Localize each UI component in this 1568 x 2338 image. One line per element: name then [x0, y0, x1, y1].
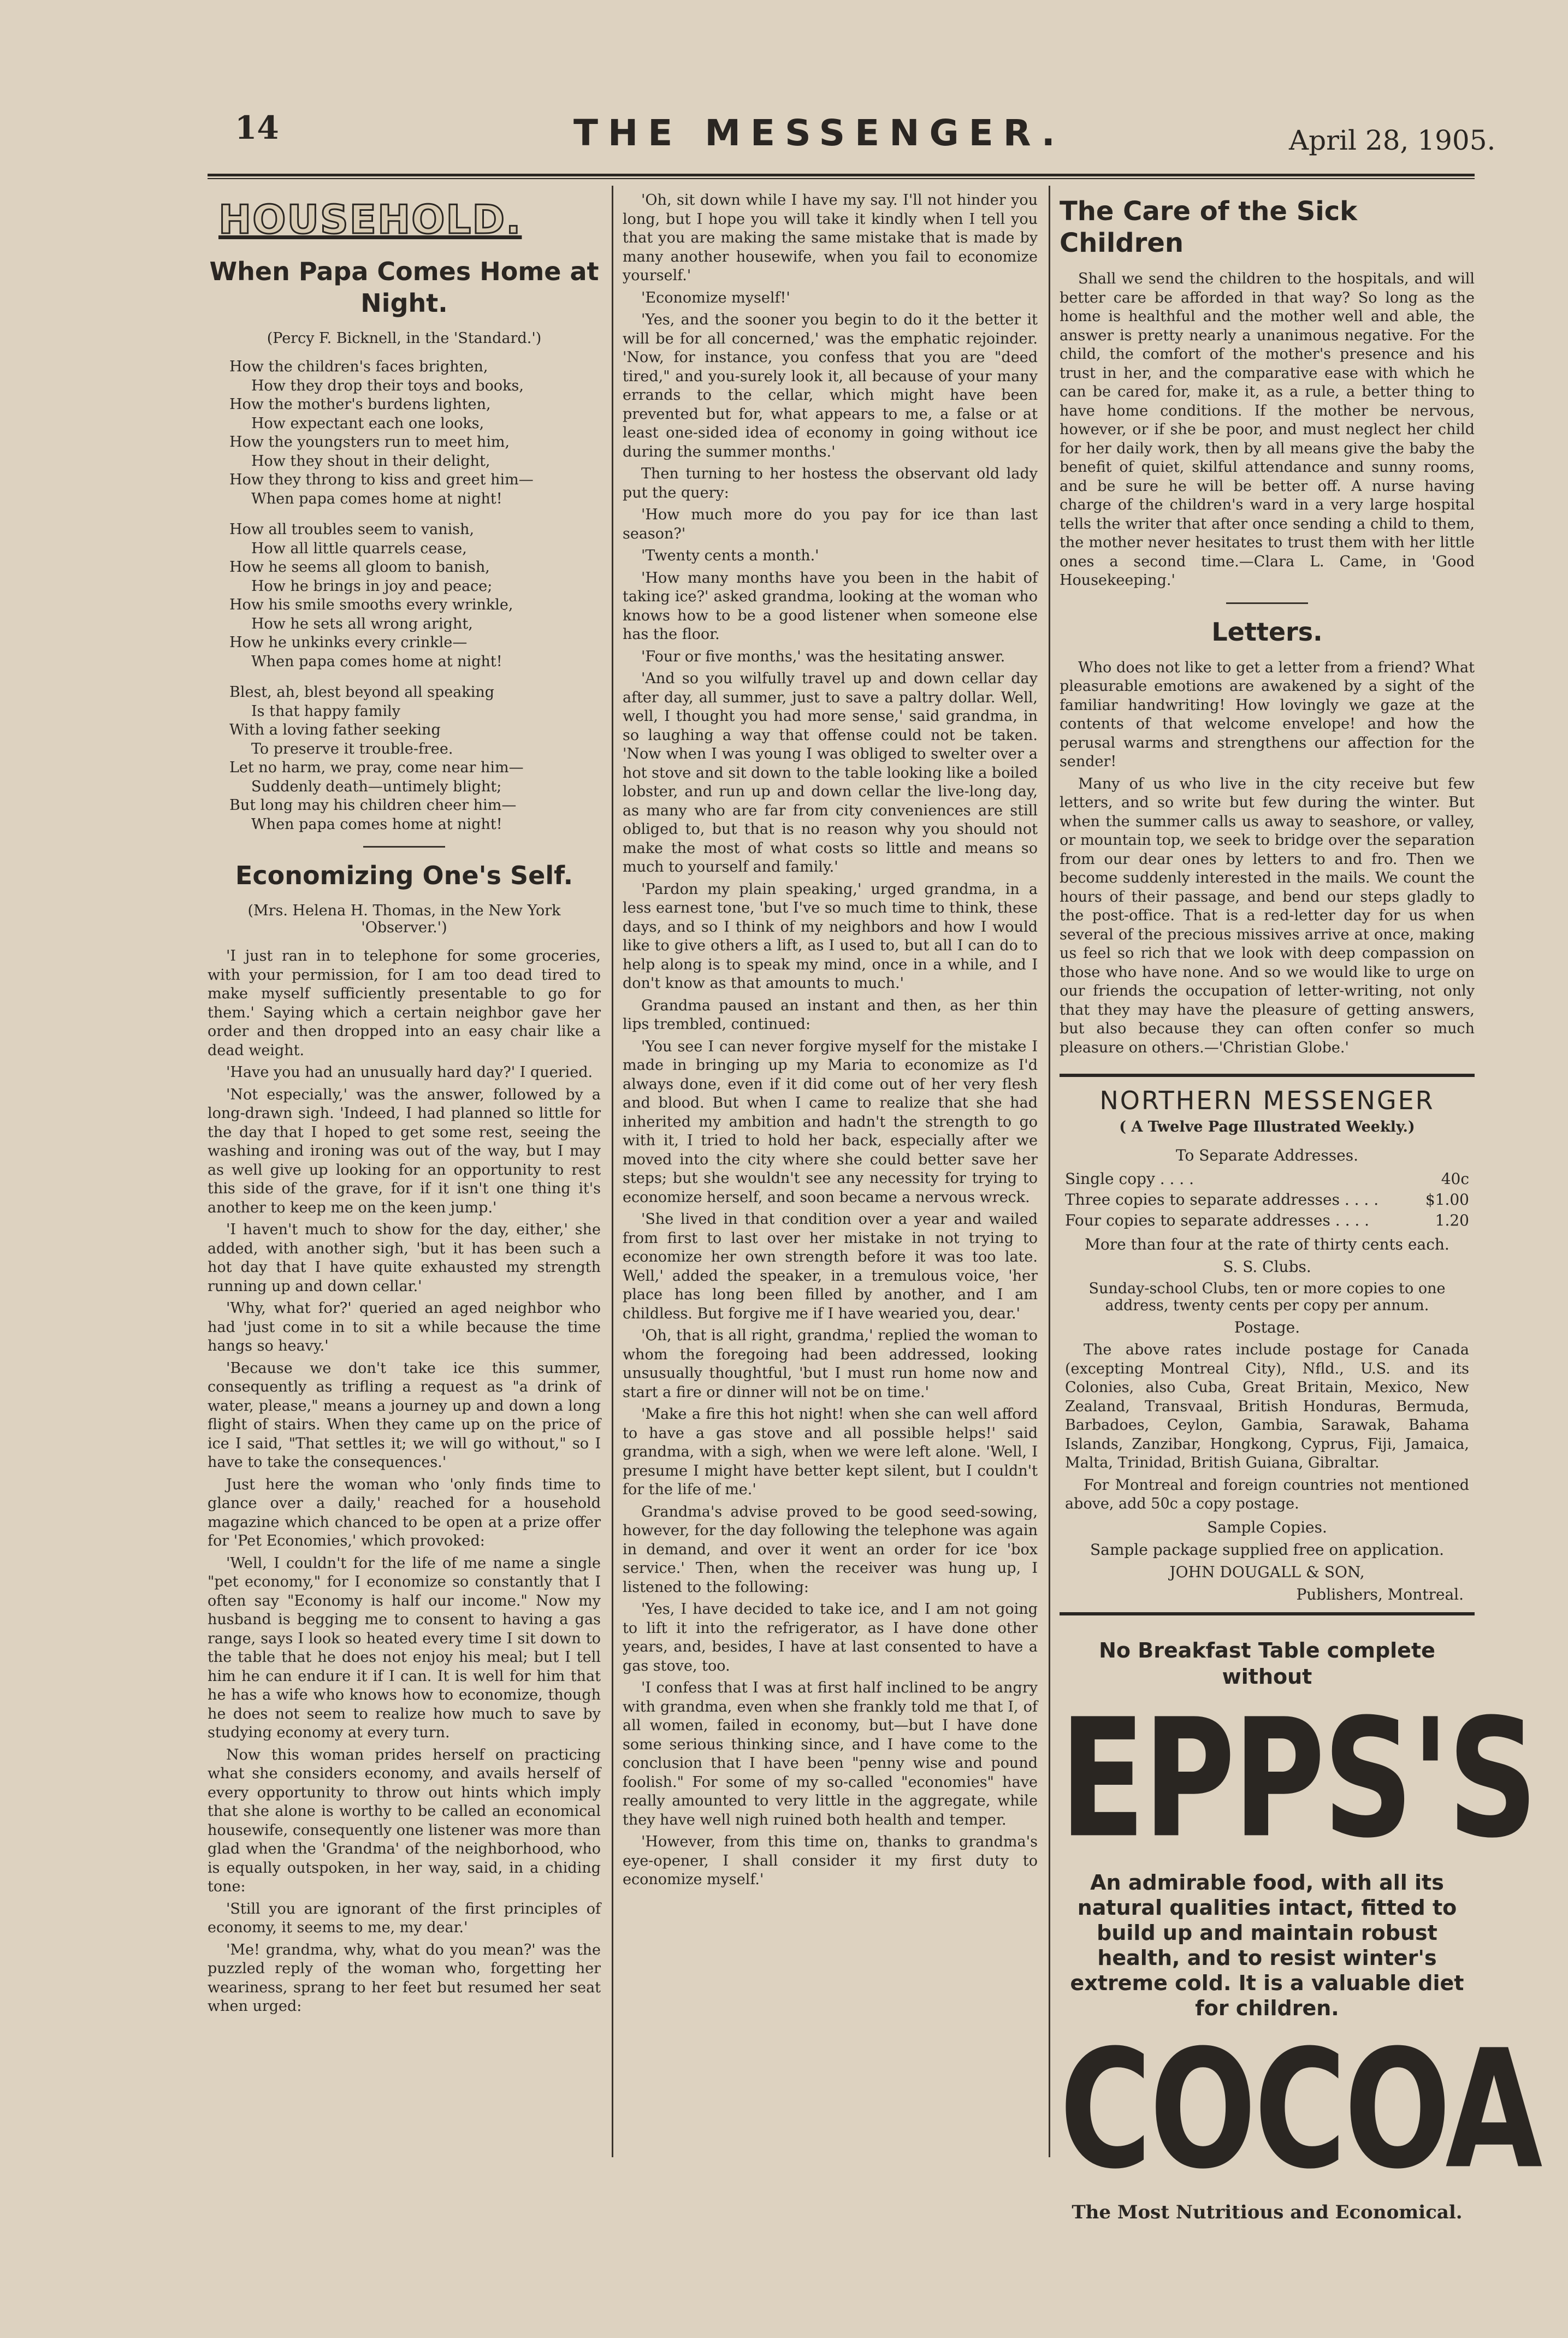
- masthead-rule: [208, 174, 1475, 179]
- poem-line: How they drop their toys and books,: [251, 377, 524, 394]
- paragraph: 'Yes, and the sooner you begin to do it the better it will be for all concerned,' was the emphatic rejoinder. 'Now, for instance, you confess that you are "deed tired," and you-surely look it, all because of your many errands to the cellar, which might have been prevented but for, what appears to me, a false or at least one-sided idea of economy in going without ice during the summer months.': [623, 311, 1038, 460]
- paragraph: 'How much more do you pay for ice than last season?': [623, 506, 1038, 542]
- article-body-col2: [623, 191, 1038, 1890]
- paragraph: Who does not like to get a letter from a friend? What pleasurable emotions are awakened by a sight of the familiar handwriting! How lovingly we gaze at the contents of that welcome envelope! and how the perusal warms and strengthens our affection for the sender!: [1060, 659, 1475, 770]
- rate-label: Three copies to separate addresses . . . .: [1065, 1191, 1379, 1209]
- poem-line: Blest, ah, blest beyond all speaking: [229, 684, 495, 701]
- northern-messenger-ad: [1060, 1074, 1475, 1615]
- paragraph: 'How many months have you been in the habit of taking ice?' asked grandma, looking at the woman who knows how to be a good listener when someone else has the floor.: [623, 569, 1038, 643]
- paragraph: Just here the woman who 'only finds time to glance over a daily,' reached for a household magazine which chanced to be open at a prize offer for 'Pet Economies,' which provoked:: [208, 1476, 601, 1549]
- poem: [208, 358, 601, 834]
- poem-line: When papa comes home at night!: [251, 490, 502, 507]
- epps-body: An admirable food, with all its natural qualities intact, fitted to build up and maintain robust health, and to resist winter's extreme cold. It is a valuable diet for children.: [1070, 1870, 1464, 2020]
- paragraph: Grandma paused an instant and then, as her thin lips trembled, continued:: [623, 997, 1038, 1033]
- poem-line: How his smile smooths every wrinkle,: [229, 596, 513, 613]
- poem-line: Suddenly death—untimely blight;: [251, 778, 502, 795]
- poem-line: How he brings in joy and peace;: [251, 577, 493, 595]
- article-body-col1: [208, 947, 601, 2016]
- household-header: HOUSEHOLD.: [218, 197, 522, 242]
- poem-line: But long may his children cheer him—: [229, 797, 517, 814]
- nm-sample-heading: Sample Copies.: [1207, 1518, 1327, 1536]
- column-rule: [1049, 186, 1050, 2157]
- nm-postage-text: The above rates include postage for Canada (excepting Montreal City), Nfld., U.S. and its Colonies, also Cuba, Great Britain, Mexico, New Zealand, Transvaal, British Honduras, Bermuda, Barbadoes, Ceylon, Gambia, Sarawak, Bahama Islands, Zanzibar, Hongkong, Cyprus, Fiji, Jamaica, Malta, Trinidad, British Guiana, Gibraltar.: [1065, 1341, 1469, 1471]
- sick-children-title: The Care of the Sick Children: [1060, 196, 1358, 258]
- paragraph: 'Make a fire this hot night! when she can well afford to have a gas stove and all possible helps!' said grandma, with a sigh, when we were left alone. 'Well, I presume I might have better kept silent, but I couldn't for the life of me.': [623, 1406, 1038, 1498]
- sick-children-text: Shall we send the children to the hospitals, and will better care be afforded in that way? So long as the home is healthful and the mother well and able, the answer is pretty nearly a unanimous negative. For the child, the comfort of the mother's presence and his trust in her, and the comparative ease with which he can be cared for, make it, as a rule, a better thing to have home conditions. If the mother be nervous, however, or if she be poor, and must neglect her child for her daily work, then by all means give the baby the benefit of quiet, skilful attendance and sunny rooms, and be sure he will be better off. A nurse having charge of the children's ward in a very large hospital tells the writer that after once sending a child to them, the mother never hesitates to trust them with her little ones a second time.—Clara L. Came, in 'Good Housekeeping.': [1060, 270, 1475, 589]
- page-number: 14: [235, 109, 279, 146]
- poem-line: How he seems all gloom to banish,: [229, 559, 490, 576]
- nm-sample-text: Sample package supplied free on application.: [1090, 1540, 1445, 1559]
- paragraph: Now this woman prides herself on practicing what she considers economy, and avails herself of every opportunity to throw out hints which imply that she alone is worthy to be called an economical housewife, consequently one listener was more than glad when the 'Grandma' of the neighborhood, who is equally outspoken, in her way, said, in a chiding tone:: [208, 1746, 601, 1895]
- paragraph: 'Oh, sit down while I have my say. I'll not hinder you long, but I hope you will take it kindly when I tell you that you are making the same mistake that is made by many another housewife, when you fail to economize yourself.': [623, 192, 1038, 284]
- divider: [363, 846, 445, 848]
- paragraph: 'Me! grandma, why, what do you mean?' was the puzzled reply of the woman who, forgetting her weariness, sprang to her feet but resumed her seat when urged:: [208, 1941, 601, 2015]
- paragraph: 'However, from this time on, thanks to grandma's eye-opener, I shall consider it my first duty to economize myself.': [623, 1833, 1038, 1888]
- paragraph: 'Why, what for?' queried an aged neighbor who had 'just come in to sit a while because the time hangs so heavy.': [208, 1300, 601, 1354]
- epps-top: No Breakfast Table complete without: [1099, 1638, 1435, 1689]
- paragraph: 'Oh, that is all right, grandma,' replied the woman to whom the foregoing had been addressed, looking unsusually thoughtful, 'but I must run home now and start a fire or dinner will not be on time.': [623, 1327, 1038, 1401]
- poem-line: How all troubles seem to vanish,: [229, 521, 475, 538]
- rate-row: [1065, 1210, 1469, 1231]
- paragraph: Grandma's advise proved to be good seed-sowing, however, for the day following the telephone was again in demand, and over it went an order for ice 'box service.' Then, when the receiver was hung up, I listened to the following:: [623, 1503, 1038, 1596]
- column-rule: [612, 186, 613, 2157]
- paragraph: 'Because we don't take ice this summer, consequently as trifling a request as "a drink of water, please," means a journey up and down a long flight of stairs. When they came up on the price of ice I said, "That settles it; we will go without," so I have to take the consequences.': [208, 1359, 601, 1471]
- nm-publisher: JOHN DOUGALL & SON,: [1169, 1562, 1365, 1581]
- poem-title: When Papa Comes Home at Night.: [209, 257, 599, 318]
- poem-line: When papa comes home at night!: [251, 815, 502, 833]
- poem-line: How expectant each one looks,: [251, 415, 484, 432]
- poem-line: How the youngsters run to meet him,: [229, 434, 510, 451]
- paragraph: 'I haven't much to show for the day, either,' she added, with another sigh, 'but it has been such a hot day that I have quite exhausted my strength running up and down cellar.': [208, 1221, 601, 1295]
- nm-clubs-heading: S. S. Clubs.: [1223, 1258, 1311, 1276]
- paragraph: 'Pardon my plain speaking,' urged grandma, in a less earnest tone, 'but I've so much time to think, these days, and so I think of my neighbors and how I would like to give others a lift, as I used to, but all I can do to help along is to speak my mind, once in a while, and I don't know as that amounts to much.': [623, 880, 1038, 992]
- poem-line: How all little quarrels cease,: [251, 540, 467, 557]
- nm-subtitle: ( A Twelve Page Illustrated Weekly.): [1119, 1118, 1415, 1135]
- nm-separate-heading: To Separate Addresses.: [1175, 1146, 1359, 1164]
- divider: [1226, 602, 1308, 604]
- paragraph: 'I just ran in to telephone for some groceries, with your permission, for I am too dead tired to make myself sufficiently presentable to go for them.' Saying which a certain neighbor gave her order and then dropped into an easy chair like a dead weight.: [208, 948, 601, 1059]
- rate-row: [1065, 1169, 1469, 1189]
- paragraph: 'And so you wilfully travel up and down cellar day after day, all summer, just to save a paltry dollar. Well, well, I thought you had more sense,' said grandma, in so laughing a way that offense could not be taken. 'Now when I was young I was obliged to swelter over a hot stove and sit down to the table looking like a boiled lobster, and run up and down cellar the live-long day, as many who are far from city conveniences are still obliged to, but that is no reason why you should not make the most of what costs so little and means so much to yourself and family.': [623, 670, 1038, 875]
- nm-publisher-place: Publishers, Montreal.: [1296, 1585, 1464, 1603]
- epps-tagline: The Most Nutritious and Economical.: [1072, 2201, 1463, 2223]
- poem-line: How they throng to kiss and greet him—: [229, 471, 534, 488]
- rate-label: Four copies to separate addresses . . . .: [1065, 1211, 1370, 1229]
- epps-brand: EPPS'S: [1060, 1684, 1536, 1874]
- poem-line: How he sets all wrong aright,: [251, 615, 473, 632]
- poem-line: How he unkinks every crinkle—: [229, 634, 468, 651]
- paragraph: Many of us who live in the city receive but few letters, and so write but few during the winter. But when the summer calls us away to seashore, or valley, or mountain top, we seek to bridge over the separation from our dear ones by letters to and fro. Then we become suddenly interested in the mails. We count the hours of their passage, and bend our steps gladly to the post-office. That is a red-letter day for us when several of the precious missives arrive at once, making us feel so rich that we look with deep compassion on those who have none. And so we would like to urge on our friends the occupation of letter-writing, not only that they may have the pleasure of getting answers, but also because they can often confer so much pleasure on others.—'Christian Globe.': [1060, 775, 1475, 1056]
- poem-line: To preserve it trouble-free.: [251, 740, 453, 757]
- paragraph: Then turning to her hostess the observant old lady put the query:: [623, 465, 1038, 501]
- column-3: [1060, 191, 1541, 2223]
- column-2: [623, 191, 1038, 2157]
- nm-rates: [1065, 1169, 1469, 1231]
- epps-ad: [1060, 1637, 1541, 2224]
- rate-price: 1.20: [1435, 1211, 1469, 1229]
- nm-postage-heading: Postage.: [1234, 1318, 1300, 1336]
- paragraph: 'Well, I couldn't for the life of me name a single "pet economy," for I economize so constantly that I often say "Economy is half our income." Now my husband is begging me to consent to having a gas range, says I look so heated every time I sit down to the table that he does not enjoy his meal; but I tell him he can endure it if I can. It is well for him that he has a wife who knows how to economize, though he does not seem to realize how much to save by studying economy at every turn.: [208, 1554, 601, 1741]
- letters-title: Letters.: [1211, 617, 1323, 647]
- paragraph: 'Yes, I have decided to take ice, and I am not going to lift it into the refrigerator, as I have done other years, and, besides, I have at last consented to have a gas stove, too.: [623, 1601, 1038, 1674]
- article-byline: (Mrs. Helena H. Thomas, in the New York 'Observer.'): [247, 902, 561, 936]
- column-1: [208, 191, 601, 2157]
- paragraph: 'I confess that I was at first half inclined to be angry with grandma, even when she frankly told me that I, of all women, failed in economy, but—but I have done some serious thinking since, and I have come to the conclusion that I have been "penny wise and pound foolish." For some of my so-called "economies" have really amounted to very little in the aggregate, while they have well nigh ruined both health and temper.: [623, 1679, 1038, 1828]
- newspaper-title: THE MESSENGER.: [573, 112, 1065, 154]
- paragraph: 'Not especially,' was the answer, followed by a long-drawn sigh. 'Indeed, I had planned so little for the day that I hoped to get some rest, seeing the washing and ironing was out of the way, but I may as well give up looking for an opportunity to rest this side of the grave, for if it isn't one thing it's another to keep me on the keen jump.': [208, 1086, 601, 1216]
- letters-body: [1060, 659, 1475, 1058]
- article-title: Economizing One's Self.: [235, 861, 573, 890]
- issue-date: April 28, 1905.: [1289, 125, 1496, 156]
- epps-product: COCOA: [1060, 2015, 1541, 2205]
- poem-line: How they shout in their delight,: [251, 452, 490, 470]
- paragraph: 'Twenty cents a month.': [641, 547, 819, 564]
- paragraph: 'Economize myself!': [641, 289, 790, 306]
- paragraph: 'Four or five months,' was the hesitating answer.: [641, 648, 1005, 665]
- rate-price: 40c: [1441, 1170, 1469, 1188]
- paragraph: 'She lived in that condition over a year and wailed from first to last over her mistake in not trying to economize her own strength before it was too late. Well,' added the speaker, in a tremulous voice, 'her place has long been filled by another, and I am childless. But forgive me if I have wearied you, dear.': [623, 1211, 1038, 1322]
- nm-more-than-four: More than four at the rate of thirty cents each.: [1085, 1235, 1449, 1253]
- poem-line: How the mother's burdens lighten,: [229, 396, 491, 413]
- rate-row: [1065, 1189, 1469, 1210]
- poem-byline: (Percy F. Bicknell, in the 'Standard.'): [267, 330, 542, 347]
- poem-line: Let no harm, we pray, come near him—: [229, 759, 524, 776]
- poem-stanza: [229, 358, 601, 508]
- rate-price: $1.00: [1425, 1191, 1469, 1209]
- nm-title: NORTHERN MESSENGER: [1099, 1086, 1435, 1115]
- poem-line: Is that happy family: [251, 702, 400, 720]
- poem-stanza: [229, 520, 601, 671]
- nm-clubs-text: Sunday-school Clubs, ten or more copies to one address, twenty cents per copy per annum.: [1088, 1280, 1446, 1314]
- paragraph: 'You see I can never forgive myself for the mistake I made in bringing up my Maria to economize as I'd always done, even if it did come out of her very flesh and blood. But when I came to realize that she had inherited my ambition and hadn't the strength to go with it, I tried to hold her back, especially after we moved into the city where she could better save her steps; but she wouldn't see any necessity for trying to economize herself, and soon became a nervous wreck.: [623, 1038, 1038, 1206]
- paragraph: 'Have you had an unusually hard day?' I queried.: [226, 1064, 593, 1081]
- poem-line: When papa comes home at night!: [251, 653, 502, 670]
- nm-postage-note: For Montreal and foreign countries not mentioned above, add 50c a copy postage.: [1065, 1476, 1469, 1512]
- paragraph: 'Still you are ignorant of the first principles of economy, it seems to me, my dear.': [208, 1900, 601, 1936]
- rate-label: Single copy . . . .: [1065, 1170, 1194, 1188]
- poem-stanza: [229, 683, 601, 834]
- poem-line: How the children's faces brighten,: [229, 358, 488, 375]
- poem-line: With a loving father seeking: [229, 721, 441, 738]
